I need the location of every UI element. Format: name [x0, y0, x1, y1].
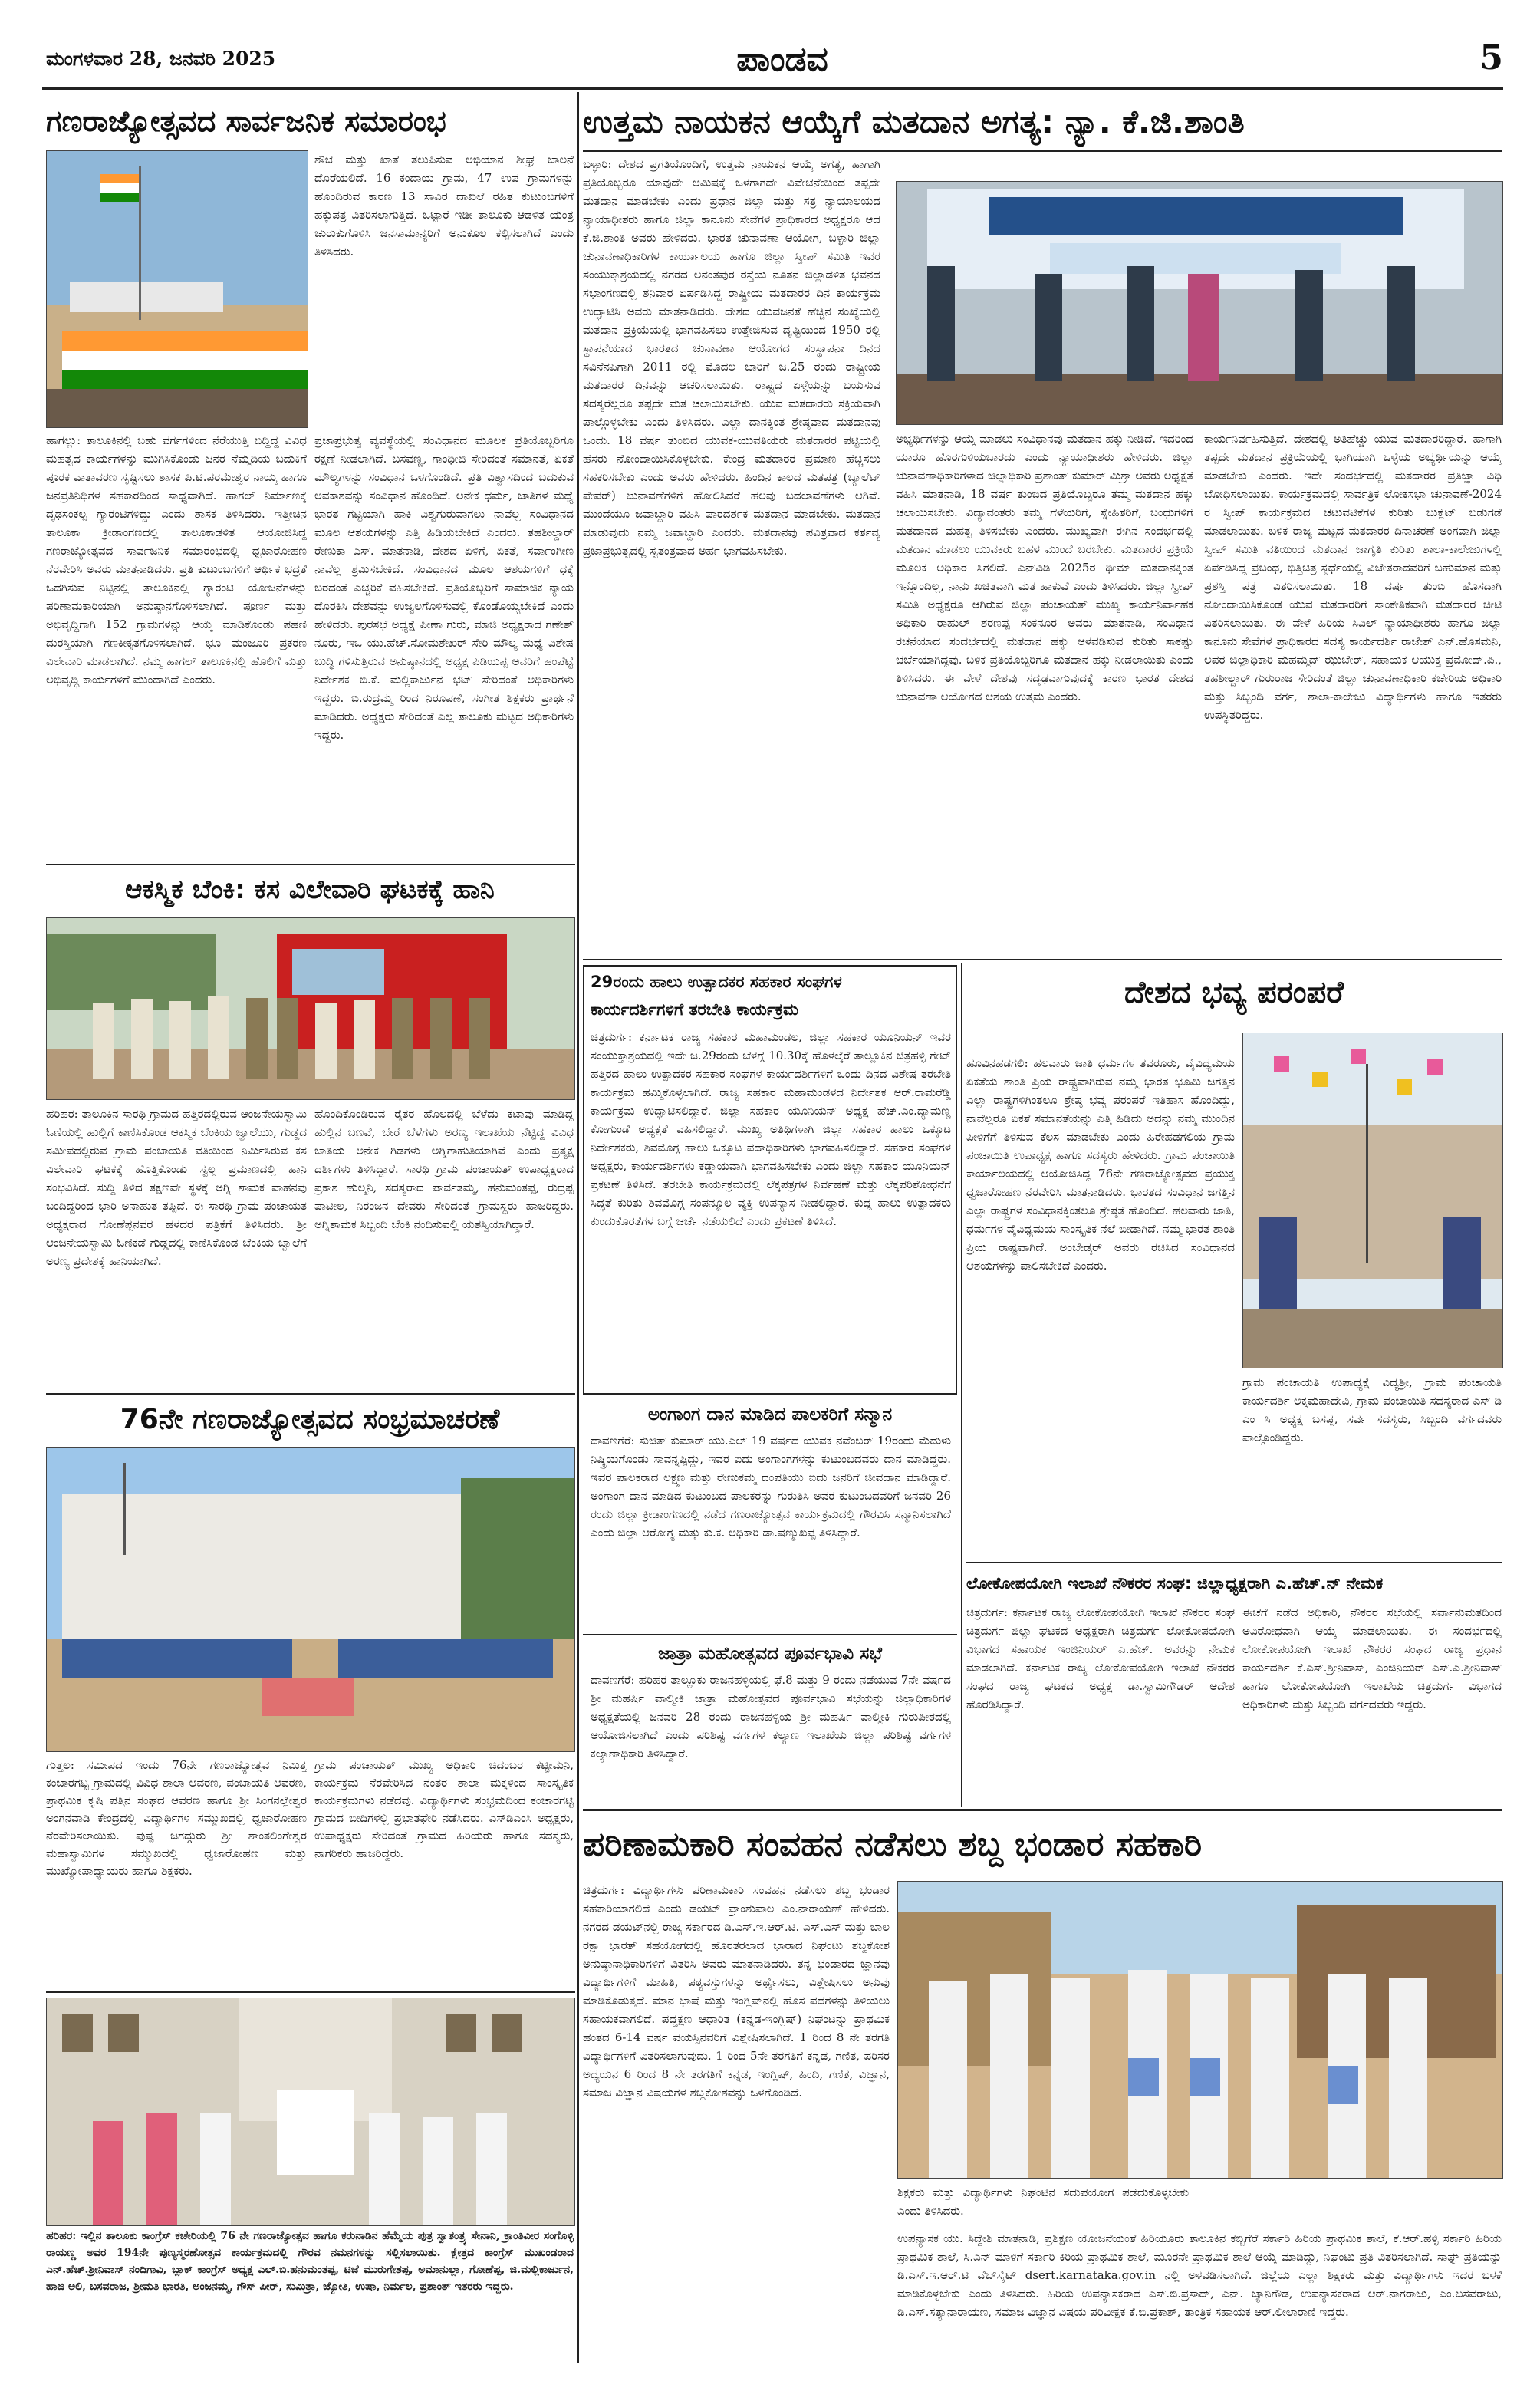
masthead-title: ಪಾಂಡವ — [736, 40, 828, 79]
article8-photo — [1242, 1033, 1503, 1368]
article5-headline-line2: ಕಾರ್ಯದರ್ಶಿಗಳಿಗೆ ತರಬೇತಿ ಕಾರ್ಯಕ್ರಮ — [591, 1000, 798, 1019]
article7-headline: ಜಾತ್ರಾ ಮಹೋತ್ಸವದ ಪೂರ್ವಭಾವಿ ಸಭೆ — [658, 1644, 882, 1664]
article4-photo2-caption: ಹರಿಹರ: ಇಲ್ಲಿನ ತಾಲೂಕು ಕಾಂಗ್ರೆಸ್ ಕಚೇರಿಯಲ್ಲಿ 76 ನೇ ಗಣರಾಜ್ಯೋತ್ಸವ ಹಾಗೂ ಕರುನಾಡಿನ ಹೆಮ್ಮೆಯ ಪುತ್ರ ಸ್ವಾತಂತ್ರ್ಯ ಸೇನಾನಿ, ಕ್ರಾಂತಿವೀರ ಸಂಗೊಳ್ಳಿ ರಾಯಣ್ಣ ಅವರ 194ನೇ ಪುಣ್ಯಸ್ಮರಣೋತ್ಸವ ಕಾರ್ಯಕ್ರಮದಲ್ಲಿ ಗೌರವ ನಮನಗಳನ್ನು ಸಲ್ಲಿಸಲಾಯಿತು. ಕ್ಷೇತ್ರದ ಕಾಂಗ್ರೆಸ್ ಮುಖಂಡರಾದ ಎನ್.ಹೆಚ್.ಶ್ರೀನಿವಾಸ್ ನಂದಿಗಾವಿ, ಬ್ಲಾಕ್ ಕಾಂಗ್ರೆಸ್ ಅಧ್ಯಕ್ಷ ಎಲ್.ಬಿ.ಹನುಮಂತಪ್ಪ, ಟಿಜೆ ಮುರುಗೇಶಪ್ಪ, ಅಮಾನುಲ್ಲಾ, ಗೋಣೆಪ್ಪ, ಜಿ.ಮಲ್ಲಿಕಾರ್ಜುನ, ಹಾಜಿ ಅಲಿ, ಬಸವರಾಜ, ಶ್ರೀಮತಿ ಭಾರತಿ, ಅಂಜನಮ್ಮ, ಗೌಸ್ ಪೀರ್, ಸುಮಿತ್ರಾ, ಜ್ಯೋತಿ, ಉಷಾ, ನಿರ್ಮಲ, ಪ್ರಶಾಂತ್ ಇತರರು ಇದ್ದರು. — [46, 2230, 574, 2293]
article4-headline: 76ನೇ ಗಣರಾಜ್ಯೋತ್ಸವದ ಸಂಭ್ರಮಾಚರಣೆ — [120, 1404, 500, 1435]
article10-photo — [897, 1881, 1503, 2179]
article4-text-col-b: ಗ್ರಾಮ ಪಂಚಾಯತ್ ಮುಖ್ಯ ಅಧಿಕಾರಿ ಚಿದಂಬರ ಕಟ್ಟೀಮನಿ, ಕಾರ್ಯಕ್ರಮ ನೆರವೇರಿಸಿದ ನಂತರ ಶಾಲಾ ಮಕ್ಕಳಿಂದ ಸಾಂಸ್ಕೃತಿಕ ಕಾರ್ಯಕ್ರಮಗಳು ನಡೆದವು. ವಿದ್ಯಾರ್ಥಿಗಳು ಸಂಭ್ರಮದಿಂದ ಕಂಚಾರಗಟ್ಟಿ ಗ್ರಾಮದ ಬೀದಿಗಳಲ್ಲಿ ಪ್ರಭಾತಫೇರಿ ನಡೆಸಿದರು. ಎಸ್‌ಡಿಎಂಸಿ ಅಧ್ಯಕ್ಷರು, ಉಪಾಧ್ಯಕ್ಷರು ಸೇರಿದಂತೆ ಗ್ರಾಮದ ಹಿರಿಯರು ಹಾಗೂ ಸದಸ್ಯರು, ನಾಗರಿಕರು ಹಾಜರಿದ್ದರು. — [314, 1758, 574, 1860]
masthead-date: ಮಂಗಳವಾರ 28, ಜನವರಿ 2025 — [46, 48, 276, 70]
panchayat-flag-event-image — [1243, 1033, 1502, 1368]
article9-text-col-a: ಚಿತ್ರದುರ್ಗ: ಕರ್ನಾಟಕ ರಾಜ್ಯ ಲೋಕೋಪಯೋಗಿ ಇಲಾಖೆ ನೌಕರರ ಸಂಘ ಚಿತ್ರದುರ್ಗ ಜಿಲ್ಲಾ ಘಟಕದ ಅಧ್ಯಕ್ಷರಾಗಿ ಚಿತ್ರದುರ್ಗ ಲೋಕೋಪಯೋಗಿ ವಿಭಾಗದ ಸಹಾಯಕ ಇಂಜಿನಿಯರ್ ಎ.ಹೆಚ್. ಅವರನ್ನು ನೇಮಕ ಮಾಡಲಾಗಿದೆ. ಕರ್ನಾಟಕ ರಾಜ್ಯ ಲೋಕೋಪಯೋಗಿ ಇಲಾಖೆ ನೌಕರರ ಸಂಘದ ರಾಜ್ಯ ಘಟಕದ ಅಧ್ಯಕ್ಷ ಡಾ.ಸ್ವಾಮಿಗೌಡರ್ ಆದೇಶ ಹೊರಡಿಸಿದ್ದಾರೆ. — [966, 1606, 1235, 1711]
article8-text-col-a: ಹೂವಿನಹಡಗಲಿ: ಹಲವಾರು ಜಾತಿ ಧರ್ಮಗಳ ತವರೂರು, ವೈವಿಧ್ಯಮಯ ಏಕತೆಯ ಶಾಂತಿ ಪ್ರಿಯ ರಾಷ್ಟ್ರವಾಗಿರುವ ನಮ್ಮ ಭಾರತ ಭೂಮಿ ಜಗತ್ತಿನ ಎಲ್ಲಾ ರಾಷ್ಟ್ರಗಳಿಗಿಂತಲೂ ಶ್ರೇಷ್ಠ ಭವ್ಯ ಪರಂಪರೆ ಇತಿಹಾಸ ಹೊಂದಿದ್ದು, ನಾವೆಲ್ಲರೂ ಏಕತೆ ಸಮಾನತೆಯನ್ನು ಎತ್ತಿ ಹಿಡಿದು ಅದನ್ನು ನಮ್ಮ ಮುಂದಿನ ಪೀಳಿಗೆಗೆ ತಿಳಿಸುವ ಕೆಲಸ ಮಾಡಬೇಕು ಎಂದು ಹಿರೇಹಡಗಲಿಯ ಗ್ರಾಮ ಪಂಚಾಯಿತಿ ಉಪಾಧ್ಯಕ್ಷ ಹಾಗೂ ಸದಸ್ಯರು ಹೇಳಿದರು. ಗ್ರಾಮ ಪಂಚಾಯಿತಿ ಕಾರ್ಯಾಲಯದಲ್ಲಿ ಆಯೋಜಿಸಿದ್ದ 76ನೇ ಗಣರಾಜ್ಯೋತ್ಸವದ ಪ್ರಯುಕ್ತ ಧ್ವಜಾರೋಹಣ ನೆರವೇರಿಸಿ ಮಾತನಾಡಿದರು. ಭಾರತದ ಸಂವಿಧಾನ ಜಗತ್ತಿನ ಎಲ್ಲಾ ರಾಷ್ಟ್ರಗಳ ಸಂವಿಧಾನಕ್ಕಿಂತಲೂ ಶ್ರೇಷ್ಠತೆ ಹೊಂದಿದೆ. ಹಲವಾರು ಜಾತಿ, ಧರ್ಮಗಳ ವೈವಿಧ್ಯಮಯ ಸಾಂಸ್ಕೃತಿಕ ನೆಲೆ ಬೀಡಾಗಿದೆ. ನಮ್ಮ ಭಾರತ ಶಾಂತಿ ಪ್ರಿಯ ರಾಷ್ಟ್ರವಾಗಿದೆ. ಅಂಬೇಡ್ಕರ್ ಅವರು ರಚಿಸಿದ ಸಂವಿಧಾನದ ಆಶಯಗಳನ್ನು ಪಾಲಿಸಬೇಕಿದೆ ಎಂದರು. — [966, 1056, 1235, 1273]
article4-text-col-a: ಗುತ್ತಲ: ಸಮೀಪದ ಇಂದು 76ನೇ ಗಣರಾಜ್ಯೋತ್ಸವ ನಿಮಿತ್ತ ಕಂಚಾರಗಟ್ಟಿ ಗ್ರಾಮದಲ್ಲಿ ವಿವಿಧ ಶಾಲಾ ಆವರಣ, ಪಂಚಾಯತಿ ಆವರಣ, ಪ್ರಾಥಮಿಕ ಕೃಷಿ ಪತ್ತಿನ ಸಂಘದ ಆವರಣ ಹಾಗೂ ಶ್ರೀ ಸಿಂಗನಲ್ಲೇಶ್ವರ ಅಂಗನವಾಡಿ ಕೇಂದ್ರದಲ್ಲಿ ವಿದ್ಯಾರ್ಥಿಗಳ ಸಮ್ಮುಖದಲ್ಲಿ ಧ್ವಜಾರೋಹಣ ನೆರವೇರಿಸಲಾಯಿತು. ಪುಷ್ಪ ಜಗದ್ಗುರು ಶ್ರೀ ಶಾಂತಲಿಂಗೇಶ್ವರ ಮಹಾಸ್ವಾಮಿಗಳ ಸಮ್ಮುಖದಲ್ಲಿ ಧ್ವಜಾರೋಹಣ ಮತ್ತು ಮುಖ್ಯೋಪಾಧ್ಯಾಯರು ಹಾಗೂ ಶಿಕ್ಷಕರು. — [46, 1758, 307, 1878]
article3-photo — [46, 917, 575, 1100]
article3-bottom-rule — [46, 1393, 575, 1395]
article7-text: ದಾವಣಗೆರೆ: ಹರಿಹರ ತಾಲ್ಲೂಕು ರಾಜನಹಳ್ಳಿಯಲ್ಲಿ ಫೆ.8 ಮತ್ತು 9 ರಂದು ನಡೆಯುವ 7ನೇ ವರ್ಷದ ಶ್ರೀ ಮಹರ್ಷಿ ವಾಲ್ಮೀಕಿ ಜಾತ್ರಾ ಮಹೋತ್ಸವದ ಪೂರ್ವಭಾವಿ ಸಭೆಯನ್ನು ಜಿಲ್ಲಾಧಿಕಾರಿಗಳ ಅಧ್ಯಕ್ಷತೆಯಲ್ಲಿ ಜನವರಿ 28 ರಂದು ರಾಜನಹಳ್ಳಿಯ ಶ್ರೀ ಮಹರ್ಷಿ ವಾಲ್ಮೀಕಿ ಗುರುಪೀಠದಲ್ಲಿ ಆಯೋಜಿಸಲಾಗಿದೆ ಎಂದು ಪರಿಶಿಷ್ಟ ವರ್ಗಗಳ ಕಲ್ಯಾಣ ಇಲಾಖೆಯ ಜಿಲ್ಲಾ ಪರಿಶಿಷ್ಟ ವರ್ಗಗಳ ಕಲ್ಯಾಣಾಧಿಕಾರಿ ತಿಳಿಸಿದ್ದಾರೆ. — [591, 1673, 951, 1760]
article1-headline: ಗಣರಾಜ್ಯೋತ್ಸವದ ಸಾರ್ವಜನಿಕ ಸಮಾರಂಭ — [46, 104, 446, 138]
article4-photo — [46, 1447, 575, 1752]
article10-headline: ಪರಿಣಾಮಕಾರಿ ಸಂವಹನ ನಡೆಸಲು ಶಬ್ದ ಭಂಡಾರ ಸಹಕಾರಿ — [583, 1825, 1203, 1864]
article9-text-col-b: ಈಚೆಗೆ ನಡೆದ ಅಧಿಕಾರಿ, ನೌಕರರ ಸಭೆಯಲ್ಲಿ ಸರ್ವಾನುಮತದಿಂದ ಅವಿರೋಧವಾಗಿ ಆಯ್ಕೆ ಮಾಡಲಾಯಿತು. ಈ ಸಂದರ್ಭದಲ್ಲಿ ಲೋಕೋಪಯೋಗಿ ಇಲಾಖೆ ನೌಕರರ ಸಂಘದ ರಾಜ್ಯ ಪ್ರಧಾನ ಕಾರ್ಯದರ್ಶಿ ಕೆ.ಎಸ್.ಶ್ರೀನಿವಾಸ್, ಎಂಜಿನಿಯರ್ ಎಸ್.ಎ.ಶ್ರೀನಿವಾಸ್ ಹಾಗೂ ಲೋಕೋಪಯೋಗಿ ಇಲಾಖೆಯ ಚಿತ್ರದುರ್ಗ ವಿಭಾಗದ ಅಧಿಕಾರಿಗಳು ಮತ್ತು ಸಿಬ್ಬಂದಿ ವರ್ಗದವರು ಇದ್ದರು. — [1242, 1606, 1502, 1711]
right-mid-divider — [961, 963, 962, 1807]
article6-bottom-rule — [583, 1634, 957, 1635]
article5-text: ಚಿತ್ರದುರ್ಗ: ಕರ್ನಾಟಕ ರಾಜ್ಯ ಸಹಕಾರ ಮಹಾಮಂಡಲ, ಜಿಲ್ಲಾ ಸಹಕಾರ ಯೂನಿಯನ್ ಇವರ ಸಂಯುಕ್ತಾಶ್ರಯದಲ್ಲಿ ಇದೇ ಜ.29ರಂದು ಬೆಳಗ್ಗೆ 10.30ಕ್ಕೆ ಹೊಳಲ್ಕೆರೆ ತಾಲ್ಲೂಕಿನ ಚಿತ್ರಹಳ್ಳಿ ಗೇಟ್ ಹತ್ತಿರದ ಹಾಲು ಉತ್ಪಾದಕರ ಸಹಕಾರ ಸಂಘಗಳ ಕಾರ್ಯದರ್ಶಿಗಳಿಗೆ ಒಂದು ದಿನದ ವಿಶೇಷ ತರಬೇತಿ ಕಾರ್ಯಕ್ರಮ ಹಮ್ಮಿಕೊಳ್ಳಲಾಗಿದೆ. ರಾಜ್ಯ ಸಹಕಾರ ಮಹಾಮಂಡಳದ ನಿರ್ದೇಶಕ ಆರ್.ರಾಮರೆಡ್ಡಿ ಕಾರ್ಯಕ್ರಮ ಉದ್ಘಾಟಿಸಲಿದ್ದಾರೆ. ಜಿಲ್ಲಾ ಸಹಕಾರ ಯೂನಿಯನ್ ಅಧ್ಯಕ್ಷ ಹೆಚ್.ಎಂ.ದ್ಯಾಮಣ್ಣ ಕೋಗುಂಡೆ ಅಧ್ಯಕ್ಷತೆ ವಹಿಸಲಿದ್ದಾರೆ. ಮುಖ್ಯ ಅತಿಥಿಗಳಾಗಿ ಜಿಲ್ಲಾ ಸಹಕಾರ ಹಾಲು ಒಕ್ಕೂಟ ನಿರ್ದೇಶಕರು, ಶಿವಮೊಗ್ಗ ಹಾಲು ಒಕ್ಕೂಟ ಪದಾಧಿಕಾರಿಗಳು ಭಾಗವಹಿಸಲಿದ್ದಾರೆ. ಸಹಕಾರ ಸಂಘಗಳ ಅಧ್ಯಕ್ಷರು, ಕಾರ್ಯದರ್ಶಿಗಳು ಕಡ್ಡಾಯವಾಗಿ ಭಾಗವಹಿಸಬೇಕು ಎಂದು ಜಿಲ್ಲಾ ಸಹಕಾರ ಯೂನಿಯನ್ ಪ್ರಕಟಣೆ ತಿಳಿಸಿದೆ. ತರಬೇತಿ ಕಾರ್ಯಕ್ರಮದಲ್ಲಿ ಲೆಕ್ಕಪತ್ರಗಳ ನಿರ್ವಹಣೆ ಮತ್ತು ಲೆಕ್ಕಪರಿಶೋಧನೆಗೆ ಸಿದ್ಧತೆ ಕುರಿತು ಶಿವಮೊಗ್ಗ ಸಂಪನ್ಮೂಲ ವ್ಯಕ್ತಿ ಉಪನ್ಯಾಸ ನೀಡಲಿದ್ದಾರೆ. ಕುದ್ದ ಹಾಲು ಉತ್ಪಾದಕರು ಕುಂದುಕೊರತೆಗಳ ಬಗ್ಗೆ ಚರ್ಚೆ ನಡೆಯಲಿದೆ ಎಂದು ಪ್ರಕಟಣೆ ತಿಳಿಸಿದೆ. — [591, 1030, 951, 1228]
voters-day-stage-image — [897, 182, 1502, 424]
article2-text-col-a: ಬಳ್ಳಾರಿ: ದೇಶದ ಪ್ರಗತಿಯೊಂದಿಗೆ, ಉತ್ತಮ ನಾಯಕನ ಆಯ್ಕೆ ಅಗತ್ಯ, ಹಾಗಾಗಿ ಪ್ರತಿಯೊಬ್ಬರೂ ಯಾವುದೇ ಆಮಿಷಕ್ಕೆ ಒಳಗಾಗದೇ ವಿವೇಚನೆಯಿಂದ ತಪ್ಪದೇ ಮತದಾನ ಮಾಡಬೇಕು ಎಂದು ಪ್ರಧಾನ ಜಿಲ್ಲಾ ಮತ್ತು ಸತ್ರ ನ್ಯಾಯಾಲಯದ ನ್ಯಾಯಾಧೀಶರು ಹಾಗೂ ಜಿಲ್ಲಾ ಕಾನೂನು ಸೇವೆಗಳ ಪ್ರಾಧಿಕಾರದ ಅಧ್ಯಕ್ಷರೂ ಆದ ಕೆ.ಜಿ.ಶಾಂತಿ ಅವರು ಹೇಳಿದರು. ಭಾರತ ಚುನಾವಣಾ ಆಯೋಗ, ಬಳ್ಳಾರಿ ಜಿಲ್ಲಾ ಚುನಾವಣಾಧಿಕಾರಿಗಳ ಕಾರ್ಯಾಲಯ ಹಾಗೂ ಜಿಲ್ಲಾ ಸ್ವೀಪ್ ಸಮಿತಿ ಇವರ ಸಂಯುಕ್ತಾಶ್ರಯದಲ್ಲಿ ನಗರದ ಅನಂತಪುರ ರಸ್ತೆಯ ನೂತನ ಜಿಲ್ಲಾಡಳಿತ ಭವನದ ಸಭಾಂಗಣದಲ್ಲಿ ಶನಿವಾರ ಏರ್ಪಡಿಸಿದ್ದ ರಾಷ್ಟ್ರೀಯ ಮತದಾರರ ದಿನ ಕಾರ್ಯಕ್ರಮ ಉದ್ಘಾಟಿಸಿ ಅವರು ಮಾತನಾಡಿದರು. ದೇಶದ ಯುವಜನತೆ ಹೆಚ್ಚಿನ ಸಂಖ್ಯೆಯಲ್ಲಿ ಮತದಾನ ಪ್ರಕ್ರಿಯೆಯಲ್ಲಿ ಭಾಗವಹಿಸಲು ಉತ್ತೇಜಿಸುವ ದೃಷ್ಟಿಯಿಂದ 1950 ರಲ್ಲಿ ಸ್ಥಾಪನೆಯಾದ ಭಾರತದ ಚುನಾವಣಾ ಆಯೋಗದ ಸಂಸ್ಥಾಪನಾ ದಿನದ ಸವಿನೆನಪಿಗಾಗಿ 2011 ರಲ್ಲಿ ಮೊದಲ ಬಾರಿಗೆ ಜ.25 ರಂದು ರಾಷ್ಟ್ರೀಯ ಮತದಾರರ ದಿನವನ್ನು ಆಚರಿಸಲಾಯಿತು. ರಾಷ್ಟ್ರದ ಏಳ್ಗೆಯನ್ನು ಬಯಸುವ ಸದಸ್ಯರೆಲ್ಲರೂ ತಪ್ಪದೇ ಮತ ಚಲಾಯಿಸಬೇಕು. ಯುವ ಮತದಾರರು ಸಕ್ರಿಯವಾಗಿ ಪಾಲ್ಗೊಳ್ಳಬೇಕು ಎಂದು ತಿಳಿಸಿದರು. ಎಲ್ಲಾ ದಾನಕ್ಕಿಂತ ಶ್ರೇಷ್ಠವಾದ ಮತದಾನವು ಒಂದು. 18 ವರ್ಷ ತುಂಬಿದ ಯುವಕ-ಯುವತಿಯರು ಮತದಾರರ ಪಟ್ಟಿಯಲ್ಲಿ ಹೆಸರು ನೋಂದಾಯಿಸಿಕೊಳ್ಳಬೇಕು. ಕೇಂದ್ರ ಮತದಾರರ ಪ್ರಮಾಣ ಹೆಚ್ಚಿಸಲು ಸಹಕರಿಸಬೇಕು ಎಂದು ಅವರು ಹೇಳಿದರು. ಹಿಂದಿನ ಕಾಲದ ಮತಪತ್ರ (ಬ್ಯಾಲೆಟ್ ಪೇಪರ್) ಚುನಾವಣೆಗಳಿಗೆ ಹೋಲಿಸಿದರೆ ಹಲವು ಬದಲಾವಣೆಗಳು ಆಗಿವೆ. ಮುಂದೆಯೂ ಜವಾಬ್ದಾರಿ ವಹಿಸಿ ಪಾರದರ್ಶಕ ಮತದಾನ ಮಾಡಬೇಕು. ಮತದಾನ ಮಾಡುವುದು ನಮ್ಮ ಜವಾಬ್ದಾರಿ ಎಂದರು. ಮತದಾನವು ಪವಿತ್ರವಾದ ಕರ್ತವ್ಯ ಪ್ರಜಾಪ್ರಭುತ್ವದಲ್ಲಿ ಸ್ವತಂತ್ರವಾದ ಅರ್ಹ ಭಾಗವಹಿಸಬೇಕು. — [583, 157, 880, 558]
flag-ceremony-image — [47, 151, 308, 427]
article4-photo2 — [46, 1998, 575, 2226]
congress-office-image — [47, 1998, 574, 2225]
article2-text-col-b: ಅಭ್ಯರ್ಥಿಗಳನ್ನು ಆಯ್ಕೆ ಮಾಡಲು ಸಂವಿಧಾನವು ಮತದಾನ ಹಕ್ಕು ನೀಡಿದೆ. ಇದರಿಂದ ಯಾರೂ ಹೊರಗುಳಿಯಬಾರದು ಎಂದು ನ್ಯಾಯಾಧೀಶರು ಹೇಳಿದರು. ಜಿಲ್ಲಾ ಚುನಾವಣಾಧಿಕಾರಿಗಳಾದ ಜಿಲ್ಲಾಧಿಕಾರಿ ಪ್ರಶಾಂತ್ ಕುಮಾರ್ ಮಿಶ್ರಾ ಅವರು ಅಧ್ಯಕ್ಷತೆ ವಹಿಸಿ ಮಾತನಾಡಿ, 18 ವರ್ಷ ತುಂಬಿದ ಪ್ರತಿಯೊಬ್ಬರೂ ತಮ್ಮ ಮತದಾನ ಹಕ್ಕು ಚಲಾಯಿಸಬೇಕು. ವಿದ್ಯಾವಂತರು ತಮ್ಮ ಗೆಳೆಯರಿಗೆ, ಸ್ನೇಹಿತರಿಗೆ, ಬಂಧುಗಳಿಗೆ ಮತದಾನದ ಮಹತ್ವ ತಿಳಿಸಬೇಕು ಎಂದರು. ಮುಖ್ಯವಾಗಿ ಈಗಿನ ಸಂದರ್ಭದಲ್ಲಿ ಮತದಾನ ಮಾಡಲು ಯುವಕರು ಬಹಳ ಮುಂದೆ ಬರಬೇಕು. ಮತದಾರರ ಪ್ರಕ್ರಿಯೆ ಮೂಲಕ ಅಧಿಕಾರ ಸಿಗಲಿದೆ. ಎನ್‌ವಿಡಿ 2025ರ ಥೀಮ್ ಮತದಾನಕ್ಕಿಂತ ಇನ್ನೊಂದಿಲ್ಲ, ನಾನು ಖಚಿತವಾಗಿ ಮತ ಹಾಕುವೆ ಎಂದು ತಿಳಿಸಿದರು. ಜಿಲ್ಲಾ ಸ್ವೀಪ್ ಸಮಿತಿ ಅಧ್ಯಕ್ಷರೂ ಆಗಿರುವ ಜಿಲ್ಲಾ ಪಂಚಾಯತ್ ಮುಖ್ಯ ಕಾರ್ಯನಿರ್ವಾಹಕ ಅಧಿಕಾರಿ ರಾಹುಲ್ ಶರಣಪ್ಪ ಸಂಕನೂರ ಅವರು ಮಾತನಾಡಿ, ಸಂವಿಧಾನ ರಚನೆಯಾದ ಸಂದರ್ಭದಲ್ಲಿ ಮತದಾನ ಹಕ್ಕು ಆಳವಡಿಸುವ ಕುರಿತು ಸಾಕಷ್ಟು ಚರ್ಚೆಯಾಗಿದ್ದವು. ಬಳಿಕ ಪ್ರತಿಯೊಬ್ಬರಿಗೂ ಮತದಾನ ಹಕ್ಕು ನೀಡಲಾಯಿತು ಎಂದು ತಿಳಿಸಿದರು. ಈ ವೇಳೆ ದೇಶವು ಸದೃಢವಾಗುವುದಕ್ಕೆ ಕಾರಣ ಭಾರತ ದೇಶದ ಚುನಾವಣಾ ಆಯೋಗದ ಆಶಯ ಉತ್ತಮ ಎಂದರು. — [896, 432, 1193, 703]
article2-photo — [896, 181, 1503, 425]
article8-bottom-rule — [966, 1562, 1502, 1563]
article4-mid-rule — [46, 1991, 575, 1993]
article10-text-col-a: ಚಿತ್ರದುರ್ಗ: ವಿದ್ಯಾರ್ಥಿಗಳು ಪರಿಣಾಮಕಾರಿ ಸಂವಹನ ನಡೆಸಲು ಶಬ್ದ ಭಂಡಾರ ಸಹಕಾರಿಯಾಗಲಿದೆ ಎಂದು ಡಯಟ್ ಪ್ರಾಂಶುಪಾಲ ಎಂ.ನಾರಾಯಣ್ ಹೇಳಿದರು. ನಗರದ ಡಯಟ್‌ನಲ್ಲಿ ರಾಜ್ಯ ಸರ್ಕಾರದ ಡಿ.ಎಸ್.ಇ.ಆರ್.ಟಿ. ಎಸ್.ಎಸ್ ಮತ್ತು ಬಾಲ ರಕ್ಷಾ ಭಾರತ್ ಸಹಯೋಗದಲ್ಲಿ ಹೊರತರಲಾದ ಭಾರಾದ ನಿಘಂಟು ಶಬ್ದಕೋಶ ಅನುಷ್ಠಾನಾಧಿಕಾರಿಗಳಿಗೆ ವಿತರಿಸಿ ಅವರು ಮಾತನಾಡಿದರು. ತನ್ನ ಭಂಡಾರದ ಜ್ಞಾನವು ವಿದ್ಯಾರ್ಥಿಗಳಿಗೆ ಮಾಹಿತಿ, ಪಠ್ಯವಸ್ತುಗಳನ್ನು ಅರ್ಥೈಸಲು, ವಿಶ್ಲೇಷಿಸಲು ಅನುವು ಮಾಡಿಕೊಡುತ್ತದೆ. ಮಾನ ಭಾಷೆ ಮತ್ತು ಇಂಗ್ಲಿಷ್‌ನಲ್ಲಿ ಹೊಸ ಪದಗಳನ್ನು ತಿಳಿಯಲು ಸಹಾಯಕವಾಗಲಿದೆ. ಪದ್ದಕ್ಷಣ ಆಧಾರಿತ (ಕನ್ನಡ-ಇಂಗ್ಲಿಷ್) ನಿಘಂಟನ್ನು ಪ್ರಾಥಮಿಕ ಹಂತದ 6-14 ವರ್ಷ ವಯಸ್ಸಿನವರಿಗೆ ವಿಶ್ಲೇಷಿಸಲಾಗಿದೆ. 1 ರಿಂದ 8 ನೇ ತರಗತಿ ವಿದ್ಯಾರ್ಥಿಗಳಿಗೆ ವಿತರಿಸಲಾಗುವುದು. 1 ರಿಂದ 5ನೇ ತರಗತಿಗೆ ಕನ್ನಡ, ಗಣಿತ, ಪರಿಸರ ಅಧ್ಯಯನ 6 ರಿಂದ 8 ನೇ ತರಗತಿಗೆ ಕನ್ನಡ, ಇಂಗ್ಲಿಷ್, ಹಿಂದಿ, ಗಣಿತ, ವಿಜ್ಞಾನ, ಸಮಾಜ ವಿಜ್ಞಾನ ವಿಷಯಗಳ ಶಬ್ದಕೋಶವನ್ನು ಒಳಗೊಂಡಿದೆ. — [583, 1883, 890, 2100]
fire-brigade-image — [47, 918, 574, 1099]
school-parade-image — [47, 1448, 574, 1751]
page-number: 5 — [1479, 38, 1503, 77]
article3-text-col-b: ಹೊಂದಿಕೊಂಡಿರುವ ರೈತರ ಹೊಲದಲ್ಲಿ ಬೆಳೆದು ಕಟಾವು ಮಾಡಿದ್ದ ಹುಲ್ಲಿನ ಬಣವೆ, ಬೇರೆ ಬೆಳೆಗಳು ಅರಣ್ಯ ಇಲಾಖೆಯ ನೆಟ್ಟಿದ್ದ ವಿವಿಧ ಜಾತಿಯ ಅನೇಕ ಗಿಡಗಳು ಅಗ್ನಿಗಾಹುತಿಯಾಗಿವೆ ಎಂದು ಪ್ರತ್ಯಕ್ಷ ದರ್ಶಿಗಳು ತಿಳಿಸಿದ್ದಾರೆ. ಸಾರಥಿ ಗ್ರಾಮ ಪಂಚಾಯತ್ ಉಪಾಧ್ಯಕ್ಷರಾದ ಪ್ರಕಾಶ ಹುಲ್ಮನಿ, ಸದಸ್ಯರಾದ ಪಾರ್ವತಮ್ಮ, ಹನುಮಂತಪ್ಪ, ರುದ್ರಪ್ಪ ಪಾಟೀಲ, ನಿರಂಜನ ದೇವರು ಸೇರಿದಂತೆ ಗ್ರಾಮಸ್ಥರು ಹಾಜರಿದ್ದರು. ಅಗ್ನಿಶಾಮಕ ಸಿಬ್ಬಂದಿ ಬೆಂಕಿ ನಂದಿಸುವಲ್ಲಿ ಯಶಸ್ವಿಯಾಗಿದ್ದಾರೆ. — [314, 1107, 574, 1231]
article2-headline-rule — [583, 150, 1502, 152]
article8-headline: ದೇಶದ ಭವ್ಯ ಪರಂಪರೆ — [1124, 975, 1344, 1010]
column-divider — [578, 92, 579, 2363]
article9-headline: ಲೋಕೋಪಯೋಗಿ ಇಲಾಖೆ ನೌಕರರ ಸಂಘ: ಜಿಲ್ಲಾಧ್ಯಕ್ಷರಾಗಿ ಎ.ಹೆಚ್.ನ್ ನೇಮಕ — [966, 1574, 1384, 1592]
article1-text-col-b2: ಪ್ರಜಾಪ್ರಭುತ್ವ ವ್ಯವಸ್ಥೆಯಲ್ಲಿ ಸಂವಿಧಾನದ ಮೂಲಕ ಪ್ರತಿಯೊಬ್ಬರಿಗೂ ರಕ್ಷಣೆ ನೀಡಲಾಗಿದೆ. ಬಸವಣ್ಣ, ಗಾಂಧೀಜಿ ಸೇರಿದಂತೆ ಸಮಾನತೆ, ಏಕತೆ ಮೌಲ್ಯಗಳನ್ನು ಸಂವಿಧಾನ ಒಳಗೊಂಡಿದೆ. ಪ್ರತಿ ವಿಶ್ವಾಸದಿಂದ ಬದುಕುವ ಅವಕಾಶವನ್ನು ಸಂವಿಧಾನ ಹೊಂದಿದೆ. ಅನೇಕ ಧರ್ಮ, ಜಾತಿಗಳ ಮಧ್ಯೆ ಭಾರತ ಗಟ್ಟಿಯಾಗಿ ಹಾಕಿ ವಿಶ್ವಗುರುವಾಗಲು ನಾವೆಲ್ಲ ಸಂವಿಧಾನದ ಮೂಲ ಆಶಯಗಳನ್ನು ಎತ್ತಿ ಹಿಡಿಯಬೇಕಿದೆ ಎಂದರು. ತಹಶೀಲ್ದಾರ್ ರೇಣುಕಾ ಎಸ್. ಮಾತನಾಡಿ, ದೇಶದ ಏಳಿಗೆ, ಏಕತೆ, ಸರ್ವಾಂಗೀಣ ನಾವೆಲ್ಲ ಶ್ರಮಿಸಬೇಕಿದೆ. ಸಂವಿಧಾನದ ಮೂಲ ಆಶಯಗಳಿಗೆ ಧಕ್ಕೆ ಬರದಂತೆ ಎಚ್ಚರಿಕೆ ವಹಿಸಬೇಕಿದೆ. ಪ್ರತಿಯೊಬ್ಬರಿಗೆ ಸಾಮಾಜಿಕ ನ್ಯಾಯ ದೊರಕಿಸಿ ದೇಶವನ್ನು ಉಜ್ವಲಗೊಳಿಸುವಲ್ಲಿ ಕೊಂಡೊಯ್ಯಬೇಕಿದೆ ಎಂದು ಹೇಳಿದರು. ಪುರಸಭೆ ಅಧ್ಯಕ್ಷೆ ಪೀಣಾ ಗುರು, ಮಾಜಿ ಅಧ್ಯಕ್ಷರಾದ ಗಣೇಶ್ ನೂರು, ಇಒ ಯು.ಹೆಚ್.ಸೋಮಶೇಖರ್ ಸೇರಿ ಮೌಲ್ಯ ಮಧ್ಯೆ ವಿಶೇಷ ಬುದ್ಧಿ ಗಳಿಸುತ್ತಿರುವ ಅನುಷ್ಠಾನದಲ್ಲಿ ಅಧ್ಯಕ್ಷ ಪಿಡಿಯಪ್ಪ ಅವರಿಗೆ ಹಂಪೆಟ್ಟೆ ನಿರ್ದೇಶಕ ಬಿ.ಕೆ. ಮಲ್ಲಿಕಾರ್ಜುನ ಭಟ್ ಸೇರಿದಂತೆ ಅಧಿಕಾರಿಗಳು ಇದ್ದರು. ಬಿ.ರುದ್ರಮ್ಮ ರಿಂದ ನಿರೂಪಣೆ, ಸಂಗೀತ ಶಿಕ್ಷಕರು ಪ್ರಾರ್ಥನೆ ಮಾಡಿದರು. ಅಧ್ಯಕ್ಷರು ಸೇರಿದಂತೆ ಎಲ್ಲ ತಾಲೂಕು ಮಟ್ಟದ ಅಧಿಕಾರಿಗಳು ಇದ್ದರು. — [314, 433, 574, 742]
masthead — [0, 0, 1540, 89]
article3-text-col-a: ಹರಿಹರ: ತಾಲೂಕಿನ ಸಾರಥಿ ಗ್ರಾಮದ ಹತ್ತಿರದಲ್ಲಿರುವ ಆಂಜನೇಯಸ್ವಾಮಿ ಓಣಿಯಲ್ಲಿ ಹುಲ್ಲಿಗೆ ಕಾಣಿಸಿಕೊಂಡ ಆಕಸ್ಮಿಕ ಬೆಂಕಿಯ ಜ್ವಾಲೆಯು, ಗುಡ್ಡದ ಸಮೀಪದಲ್ಲಿರುವ ಗ್ರಾಮ ಪಂಚಾಯತಿ ವತಿಯಿಂದ ನಿರ್ಮಿಸಿರುವ ಕಸ ವಿಲೇವಾರಿ ಘಟಕಕ್ಕೆ ಹೊತ್ತಿಕೊಂಡು ಸ್ವಲ್ಪ ಪ್ರಮಾಣದಲ್ಲಿ ಹಾನಿ ಸಂಭವಿಸಿದೆ. ಸುದ್ದಿ ತಿಳಿದ ತಕ್ಷಣವೇ ಸ್ಥಳಕ್ಕೆ ಅಗ್ನಿ ಶಾಮಕ ವಾಹನವು ಬಂದಿದ್ದರಿಂದ ಭಾರಿ ಅನಾಹುತ ತಪ್ಪಿದೆ. ಈ ಸಾರಥಿ ಗ್ರಾಮ ಪಂಚಾಯತ ಅಧ್ಯಕ್ಷರಾದ ಗೋಣೆಪ್ಪನವರ ಹಳದರ ಪತ್ರಿಕೆಗೆ ತಿಳಿಸಿದರು. ಶ್ರೀ ಆಂಜನೇಯಸ್ವಾಮಿ ಓಣಿಕಡೆ ಗುಡ್ಡದಲ್ಲಿ ಕಾಣಿಸಿಕೊಂಡ ಬೆಂಕಿಯ ಜ್ವಾಲೆಗೆ ಅರಣ್ಯ ಪ್ರದೇಶಕ್ಕೆ ಹಾನಿಯಾಗಿದೆ. — [46, 1107, 307, 1268]
article8-text-col-b: ಗ್ರಾಮ ಪಂಚಾಯತಿ ಉಪಾಧ್ಯಕ್ಷೆ ವಿದ್ಯಶ್ರೀ, ಗ್ರಾಮ ಪಂಚಾಯತಿ ಕಾರ್ಯದರ್ಶಿ ಅಕ್ಕಮಹಾದೇವಿ, ಗ್ರಾಮ ಪಂಚಾಯಿತಿ ಸದಸ್ಯರಾದ ಎಸ್ ಡಿ ಎಂ ಸಿ ಅಧ್ಯಕ್ಷ ಬಸಪ್ಪ, ಸರ್ವ ಸದಸ್ಯರು, ಸಿಬ್ಬಂದಿ ವರ್ಗದವರು ಪಾಲ್ಗೊಂಡಿದ್ದರು. — [1242, 1375, 1502, 1444]
article1-text-col-b1: ಶೌಚ ಮತ್ತು ಖಾತೆ ತಲುಪಿಸುವ ಅಭಿಯಾನ ಶೀಘ್ರ ಚಾಲನೆ ದೊರೆಯಲಿದೆ. 16 ಕಂದಾಯ ಗ್ರಾಮ, 47 ಉಪ ಗ್ರಾಮಗಳನ್ನು ಹೊಂದಿರುವ ಕಾರಣ 13 ಸಾವಿರ ದಾಖಲೆ ರಹಿತ ಕುಟುಂಬಗಳಿಗೆ ಹಕ್ಕುಪತ್ರ ವಿತರಿಸಲಾಗುತ್ತಿದೆ. ಒಟ್ಟಾರೆ ಇಡೀ ತಾಲೂಕು ಆಡಳಿತ ಯಂತ್ರ ಚುರುಕುಗೊಳಿಸಿ ಜನಸಾಮಾನ್ಯರಿಗೆ ಅನುಕೂಲ ಕಲ್ಪಿಸಲಾಗಿದೆ ಎಂದು ತಿಳಿಸಿದರು. — [314, 153, 574, 259]
article5-headline-line1: 29ರಂದು ಹಾಲು ಉತ್ಪಾದಕರ ಸಹಕಾರ ಸಂಘಗಳ — [591, 973, 842, 991]
article6-text: ದಾವಣಗೆರೆ: ಸುಜಿತ್ ಕುಮಾರ್ ಯು.ಎಲ್ 19 ವರ್ಷದ ಯುವಕ ನವೆಂಬರ್ 19ರಂದು ಮೆದುಳು ನಿಷ್ಕ್ರಿಯಗೊಂಡು ಸಾವನ್ನಪ್ಪಿದ್ದು, ಇವರ ಐದು ಅಂಗಾಂಗಗಳನ್ನು ಕುಟುಂಬದವರು ದಾನ ಮಾಡಿದ್ದರು. ಇವರ ಪಾಲಕರಾದ ಲಕ್ಷ್ಮಣ ಮತ್ತು ರೇಣುಕಮ್ಮ ದಂಪತಿಯು ಐದು ಜನರಿಗೆ ಜೀವದಾನ ಮಾಡಿದ್ದಾರೆ. ಅಂಗಾಂಗ ದಾನ ಮಾಡಿದ ಕುಟುಂಬದ ಪಾಲಕರನ್ನು ಗುರುತಿಸಿ ಅವರ ಕುಟುಂಬದವರಿಗೆ ಜನವರಿ 26 ರಂದು ಜಿಲ್ಲಾ ಕ್ರೀಡಾಂಗಣದಲ್ಲಿ ನಡೆದ ಗಣರಾಜ್ಯೋತ್ಸವ ಕಾರ್ಯಕ್ರಮದಲ್ಲಿ ಗೌರವಿಸಿ ಸನ್ಮಾನಿಸಲಾಗಿದೆ ಎಂದು ಜಿಲ್ಲಾ ಆರೋಗ್ಯ ಮತ್ತು ಕು.ಕ. ಅಧಿಕಾರಿ ಡಾ.ಷಣ್ಮುಖಪ್ಪ ತಿಳಿಸಿದ್ದಾರೆ. — [591, 1434, 951, 1540]
dictionary-release-image — [898, 1882, 1502, 2178]
article6-headline: ಅಂಗಾಂಗ ದಾನ ಮಾಡಿದ ಪಾಲಕರಿಗೆ ಸನ್ಮಾನ — [647, 1405, 893, 1424]
article2-text-col-c: ಕಾರ್ಯನಿರ್ವಹಿಸುತ್ತಿದೆ. ದೇಶದಲ್ಲಿ ಅತಿಹೆಚ್ಚು ಯುವ ಮತದಾರರಿದ್ದಾರೆ. ಹಾಗಾಗಿ ತಪ್ಪದೇ ಮತದಾನ ಪ್ರಕ್ರಿಯೆಯಲ್ಲಿ ಭಾಗಿಯಾಗಿ ಒಳ್ಳೆಯ ಅಭ್ಯರ್ಥಿಯನ್ನು ಆಯ್ಕೆ ಮಾಡಬೇಕು ಎಂದರು. ಇದೇ ಸಂದರ್ಭದಲ್ಲಿ ಮತದಾರರ ಪ್ರತಿಜ್ಞಾ ವಿಧಿ ಬೋಧಿಸಲಾಯಿತು. ಕಾರ್ಯಕ್ರಮದಲ್ಲಿ ಸಾರ್ವತ್ರಿಕ ಲೋಕಸಭಾ ಚುನಾವಣೆ-2024 ರ ಸ್ವೀಪ್ ಕಾರ್ಯಕ್ರಮದ ಚಟುವಟಿಕೆಗಳ ಕುರಿತು ಬುಕ್ಲೆಟ್ ಬಿಡುಗಡೆ ಮಾಡಲಾಯಿತು. ಬಳಿಕ ರಾಜ್ಯ ಮಟ್ಟದ ಮತದಾರರ ದಿನಾಚರಣೆ ಅಂಗವಾಗಿ ಜಿಲ್ಲಾ ಸ್ವೀಪ್ ಸಮಿತಿ ವತಿಯಿಂದ ಮತದಾನ ಜಾಗೃತಿ ಕುರಿತು ಶಾಲಾ-ಕಾಲೇಜುಗಳಲ್ಲಿ ಏರ್ಪಡಿಸಿದ್ದ ಪ್ರಬಂಧ, ಭಿತ್ತಿಚಿತ್ರ ಸ್ಪರ್ಧೆಯಲ್ಲಿ ವಿಜೇತರಾದವರಿಗೆ ಬಹುಮಾನ ಮತ್ತು ಪ್ರಶಸ್ತಿ ಪತ್ರ ವಿತರಿಸಲಾಯಿತು. 18 ವರ್ಷ ತುಂಬಿ ಹೊಸದಾಗಿ ನೋಂದಾಯಿಸಿಕೊಂಡ ಯುವ ಮತದಾರರಿಗೆ ಸಾಂಕೇತಿಕವಾಗಿ ಮತದಾರರ ಚೀಟಿ ವಿತರಿಸಲಾಯಿತು. ಈ ವೇಳೆ ಹಿರಿಯ ಸಿವಿಲ್ ನ್ಯಾಯಾಧೀಶರು ಹಾಗೂ ಜಿಲ್ಲಾ ಕಾನೂನು ಸೇವೆಗಳ ಪ್ರಾಧಿಕಾರದ ಸದಸ್ಯ ಕಾರ್ಯದರ್ಶಿ ರಾಜೇಶ್ ಎನ್.ಹೊಸಮನಿ, ಅಪರ ಜಿಲ್ಲಾಧಿಕಾರಿ ಮಹಮ್ಮದ್ ಝುಬೇರ್, ಸಹಾಯಕ ಆಯುಕ್ತ ಪ್ರಮೋದ್.ಪಿ., ತಹಶೀಲ್ದಾರ್ ಗುರುರಾಜ ಸೇರಿದಂತೆ ಜಿಲ್ಲಾ ಚುನಾವಣಾಧಿಕಾರಿ ಕಚೇರಿಯ ಅಧಿಕಾರಿ ಮತ್ತು ಸಿಬ್ಬಂದಿ ವರ್ಗ, ಶಾಲಾ-ಕಾಲೇಜು ವಿದ್ಯಾರ್ಥಿಗಳು ಹಾಗೂ ಇತರರು ಉಪಸ್ಥಿತರಿದ್ದರು. — [1204, 432, 1502, 722]
article2-headline: ಉತ್ತಮ ನಾಯಕನ ಆಯ್ಕೆಗೆ ಮತದಾನ ಅಗತ್ಯ: ನ್ಯಾ. ಕೆ.ಜಿ.ಶಾಂತಿ — [583, 103, 1245, 140]
masthead-rule — [42, 87, 1503, 90]
article2-bottom-rule — [583, 959, 1502, 960]
article3-headline: ಆಕಸ್ಮಿಕ ಬೆಂಕಿ: ಕಸ ವಿಲೇವಾರಿ ಘಟಕಕ್ಕೆ ಹಾನಿ — [125, 874, 495, 905]
article10-photo-caption: ಶಿಕ್ಷಕರು ಮತ್ತು ವಿದ್ಯಾರ್ಥಿಗಳು ನಿಘಂಟಿನ ಸದುಪಯೋಗ ಪಡೆದುಕೊಳ್ಳಬೇಕು ಎಂದು ತಿಳಿಸಿದರು. — [897, 2185, 1189, 2218]
article1-text-col-a: ಹಾಗಲ್ಲು: ತಾಲೂಕಿನಲ್ಲಿ ಬಹು ವರ್ಗಗಳಿಂದ ನೆರೆಯುತ್ತಿ ಬಿದ್ದಿದ್ದ ವಿವಿಧ ಮಹತ್ವದ ಕಾರ್ಯಗಳನ್ನು ಮುಗಿಸಿಕೊಂಡು ಜನರ ನೆಮ್ಮದಿಯ ಬದುಕಿಗೆ ಪೂರಕ ವಾತಾವರಣ ಸೃಷ್ಟಿಸಲು ಶಾಸಕ ಪಿ.ಟಿ.ಪರಮೇಶ್ವರ ನಾಯ್ಕ ಹಾಗೂ ಜನಪ್ರತಿನಿಧಿಗಳ ಸಹಕಾರದಿಂದ ಸಾಧ್ಯವಾಗಿದೆ. ಹಾಗಲ್ ನಿರ್ಮಾಣಕ್ಕೆ ದೃಢಸಂಕಲ್ಪ ಗ್ಯಾರಂಟಿಗಳಿದ್ದು ಎಂದು ಶಾಸಕ ತಿಳಿಸಿದರು. ಇತ್ತೀಚಿನ ತಾಲೂಕಾ ಕ್ರೀಡಾಂಗಣದಲ್ಲಿ ತಾಲೂಕಾಡಳಿತ ಆಯೋಜಿಸಿದ್ದ ಗಣರಾಜ್ಯೋತ್ಸವದ ಸಾರ್ವಜನಿಕ ಸಮಾರಂಭದಲ್ಲಿ ಧ್ವಜಾರೋಹಣ ನೆರವೇರಿಸಿ ಅವರು ಮಾತನಾಡಿದರು. ಪ್ರತಿ ಕುಟುಂಬಗಳಿಗೆ ಆರ್ಥಿಕ ಭದ್ರತೆ ಒದಗಿಸುವ ನಿಟ್ಟಿನಲ್ಲಿ ತಾಲೂಕಿನಲ್ಲಿ ಗ್ಯಾರಂಟಿ ಯೋಜನೆಗಳನ್ನು ಪರಿಣಾಮಕಾರಿಯಾಗಿ ಅನುಷ್ಠಾನಗೊಳಿಸಲಾಗಿದೆ. ಪೂರ್ಣ ಮತ್ತು ಅಭಿವೃದ್ಧಿಗಾಗಿ 152 ಗ್ರಾಮಗಳನ್ನು ಆಯ್ಕೆ ಮಾಡಿಕೊಂಡು ಪಹಣಿ ದುರಸ್ತಿಯಾಗಿ ಗಣಕೀಕೃತಗೊಳಿಸಲಾಗಿದೆ. ಭೂ ಮಂಜೂರಿ ಪ್ರಕರಣ ವಿಲೇವಾರಿ ಮಾಡಲಾಗಿದೆ. ನಮ್ಮ ಹಾಗಲ್ ತಾಲೂಕಿನಲ್ಲಿ ಹೊಲಿಗೆ ಮತ್ತು ಅಭಿವೃದ್ಧಿ ಕಾರ್ಯಗಳಿಗೆ ಮುಂದಾಗಿದೆ ಎಂದರು. — [46, 433, 307, 687]
article1-photo — [46, 150, 308, 428]
article1-bottom-rule — [46, 864, 575, 865]
article10-text-col-b: ಉಪನ್ಯಾಸಕ ಯು. ಸಿದ್ದೇಶಿ ಮಾತನಾಡಿ, ಪ್ರಶಿಕ್ಷಣ ಯೋಜನೆಯಂತೆ ಹಿರಿಯೂರು ತಾಲೂಕಿನ ಕಬ್ಬಿಗೆರೆ ಸರ್ಕಾರಿ ಹಿರಿಯ ಪ್ರಾಥಮಿಕ ಶಾಲೆ, ಕೆ.ಆರ್.ಹಳ್ಳಿ ಸರ್ಕಾರಿ ಹಿರಿಯ ಪ್ರಾಥಮಿಕ ಶಾಲೆ, ಸಿ.ಎನ್ ಮಾಳಿಗೆ ಸರ್ಕಾರಿ ಕಿರಿಯ ಪ್ರಾಥಮಿಕ ಶಾಲೆ, ಮೂರನೇ ಪ್ರಾಥಮಿಕ ಶಾಲೆ ಆಯ್ಕೆ ಮಾಡಿದ್ದು, ನಿಘಂಟು ಪ್ರತಿ ವಿತರಿಸಲಾಗಿದೆ. ಸಾಫ್ಟ್ ಪ್ರತಿಯನ್ನು ಡಿ.ಎಸ್.ಇ.ಆರ್.ಟಿ ವೆಬ್‌ಸೈಟ್ dsert.karnataka.gov.in ನಲ್ಲಿ ಅಳವಡಿಸಲಾಗಿದೆ. ಜಿಲ್ಲೆಯ ಎಲ್ಲಾ ಶಿಕ್ಷಕರು ಮತ್ತು ವಿದ್ಯಾರ್ಥಿಗಳು ಇದರ ಬಳಕೆ ಮಾಡಿಕೊಳ್ಳಬೇಕು ಎಂದು ತಿಳಿಸಿದರು. ಹಿರಿಯ ಉಪನ್ಯಾಸಕರಾದ ಎಸ್.ಬಿ.ಪ್ರಸಾದ್, ಎನ್. ಜ್ಯಾನಿಗೌಡ, ಉಪನ್ಯಾಸಕರಾದ ಆರ್.ನಾಗರಾಜು, ಎಂ.ಬಸವರಾಜು, ಡಿ.ಎಸ್.ಸತ್ಯಾನಾರಾಯಣ, ಸಮಾಜ ವಿಜ್ಞಾನ ವಿಷಯ ಪರಿವೀಕ್ಷಕ ಕೆ.ಬಿ.ಪ್ರಕಾಶ್, ತಾಂತ್ರಿಕ ಸಹಾಯಕ ಆರ್.ಲೀಲಾರಾಣಿ ಇದ್ದರು. — [897, 2231, 1502, 2319]
article10-top-rule — [583, 1809, 1502, 1811]
